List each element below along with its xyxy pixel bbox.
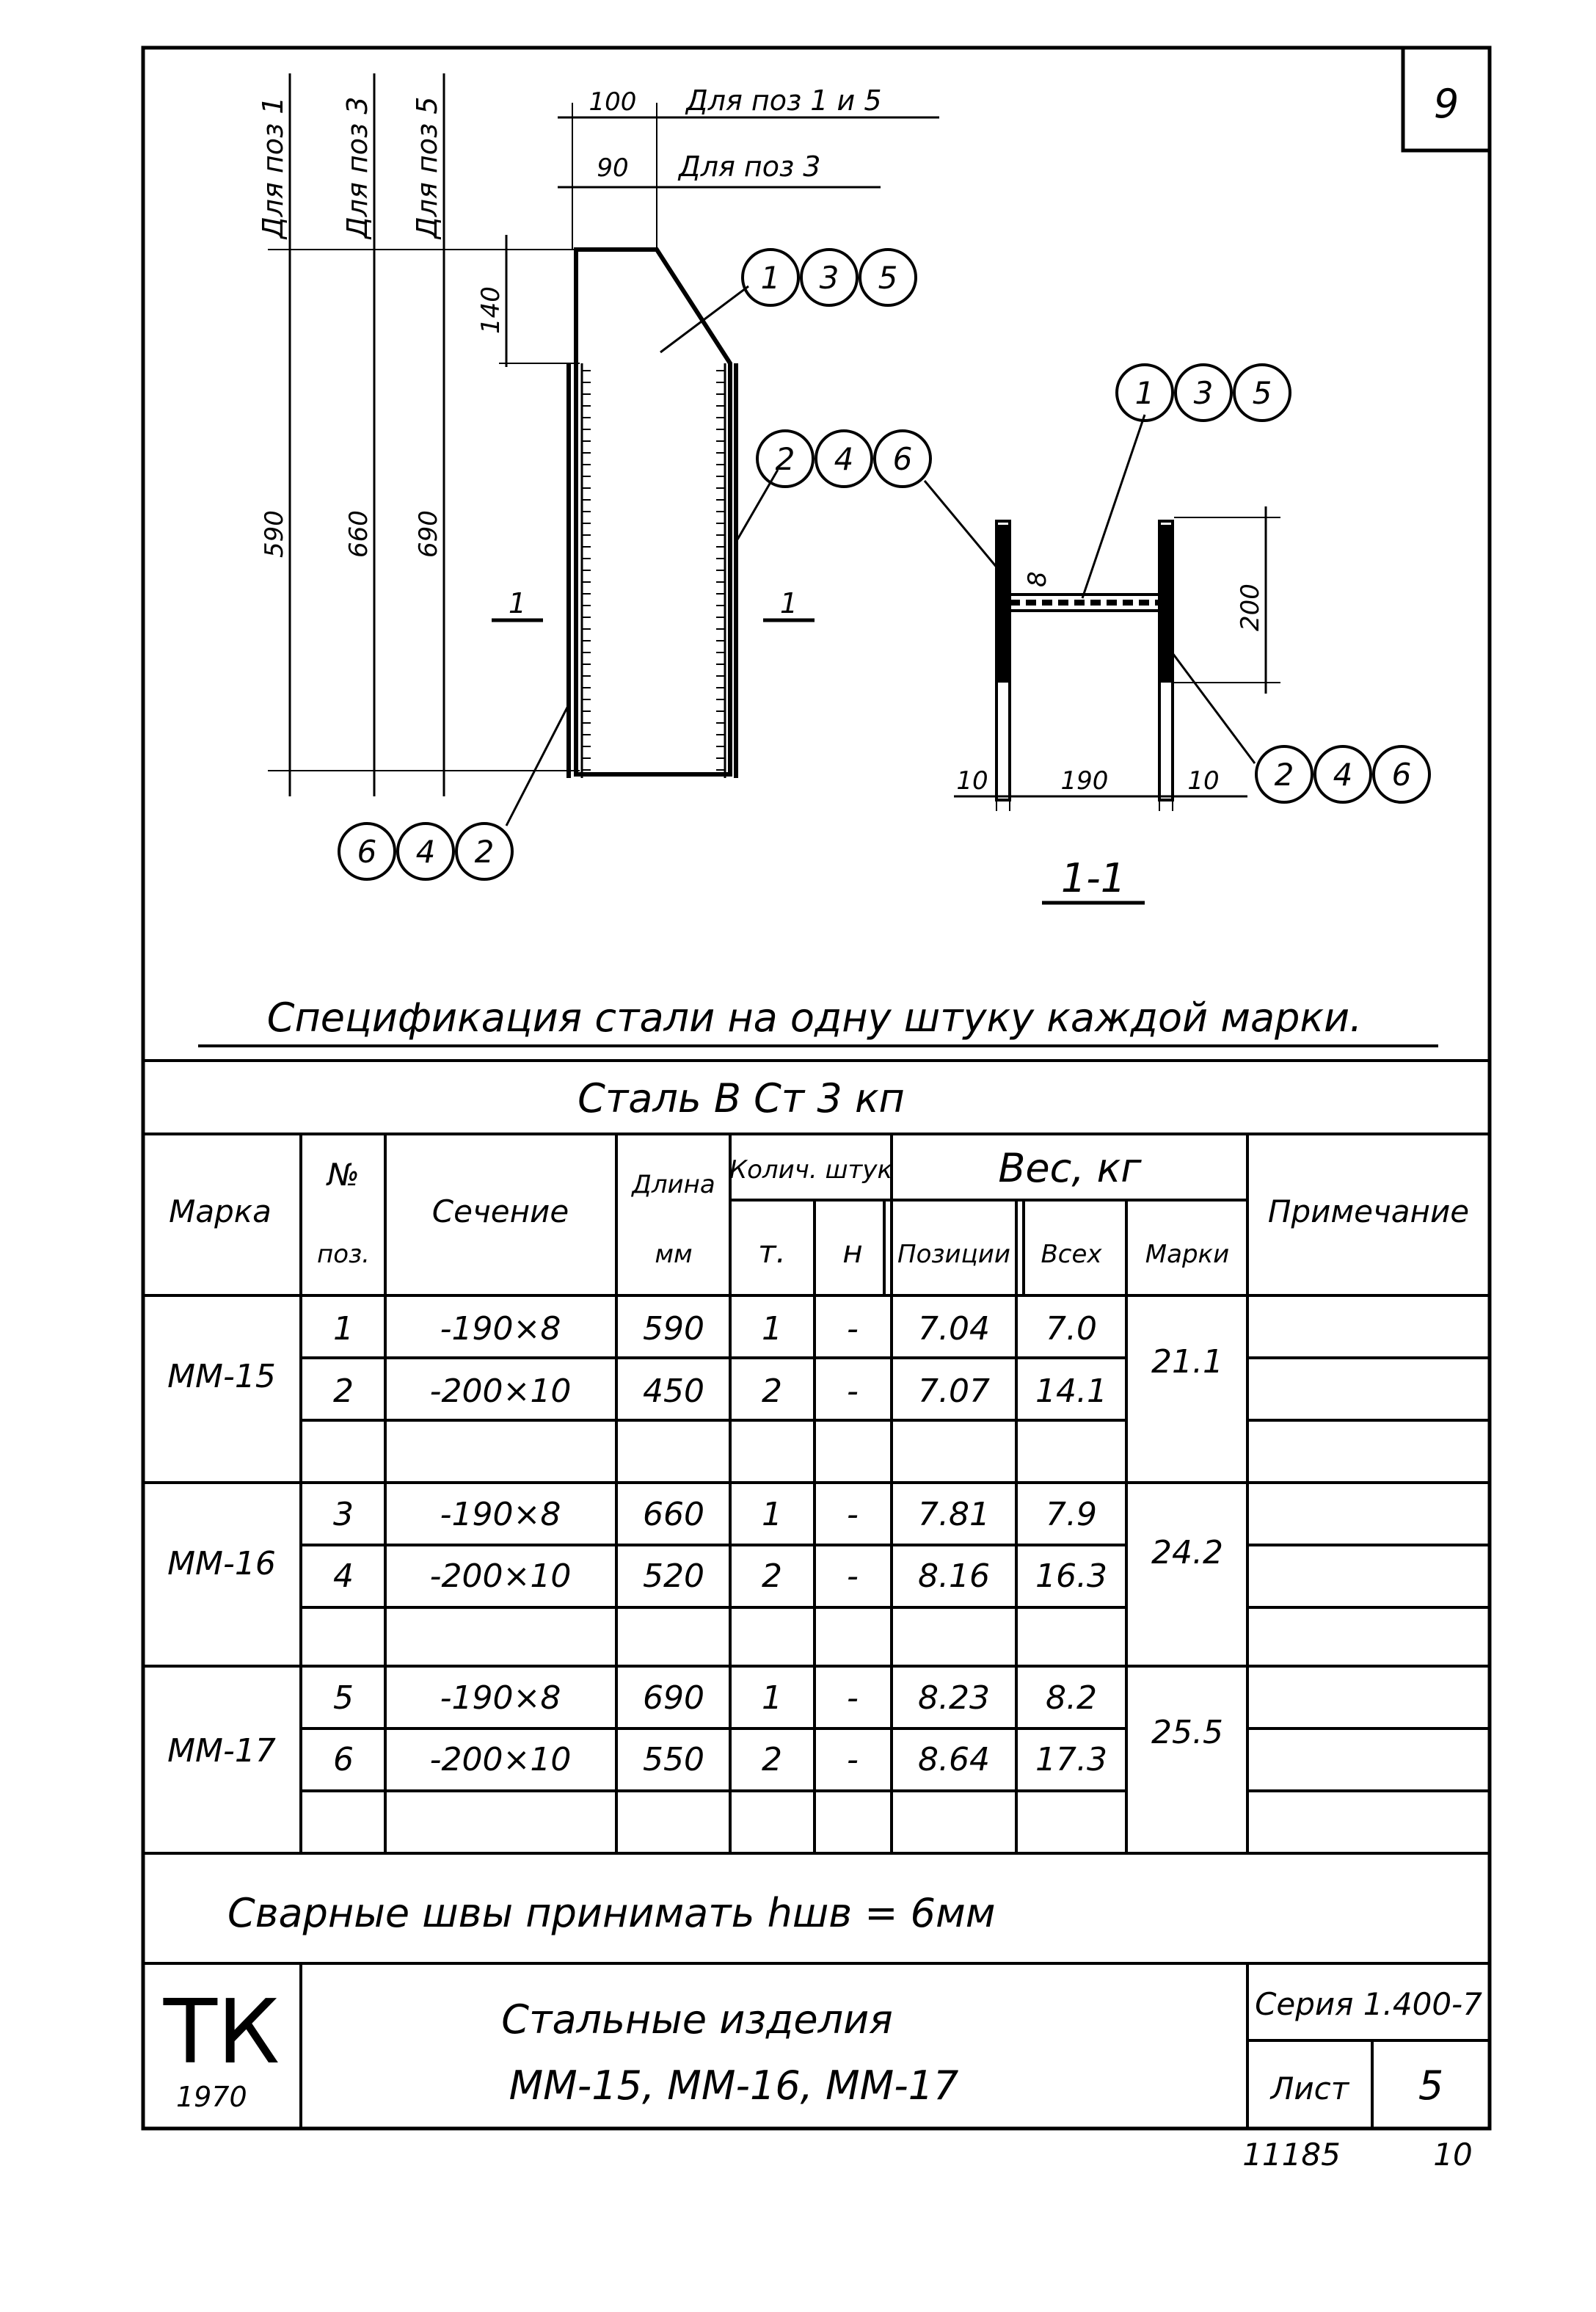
svg-text:8.2: 8.2 bbox=[1046, 1679, 1097, 1717]
series-label: Серия 1.400-7 bbox=[1255, 1986, 1482, 2022]
svg-text:8.23: 8.23 bbox=[918, 1679, 990, 1717]
section-dim-200: 200 bbox=[1236, 584, 1265, 631]
hdr-note: Примечание bbox=[1267, 1193, 1470, 1229]
svg-text:2: 2 bbox=[1274, 757, 1294, 793]
svg-text:-200×10: -200×10 bbox=[429, 1741, 572, 1778]
svg-text:7.04: 7.04 bbox=[918, 1310, 990, 1348]
svg-text:590: 590 bbox=[643, 1310, 704, 1348]
svg-text:1: 1 bbox=[1134, 375, 1155, 411]
svg-text:-: - bbox=[847, 1557, 859, 1595]
page-number: 10 bbox=[1433, 2137, 1473, 2173]
svg-text:2: 2 bbox=[333, 1373, 354, 1410]
svg-text:-190×8: -190×8 bbox=[440, 1679, 561, 1717]
dim-690: 690 bbox=[414, 510, 443, 558]
steel-grade: Сталь В Ст 3 кп bbox=[577, 1075, 905, 1122]
label-for-pos-5: Для поз 5 bbox=[411, 96, 443, 239]
svg-text:550: 550 bbox=[643, 1741, 704, 1778]
hdr-num: № bbox=[327, 1157, 360, 1193]
section-mark-left: 1 bbox=[508, 587, 527, 619]
table-row bbox=[333, 1496, 1097, 1533]
svg-text:450: 450 bbox=[643, 1373, 704, 1410]
label-for-pos-3: Для поз 3 bbox=[341, 96, 374, 239]
svg-text:660: 660 bbox=[643, 1496, 704, 1533]
svg-text:7.81: 7.81 bbox=[918, 1496, 990, 1533]
svg-text:-190×8: -190×8 bbox=[440, 1310, 561, 1348]
dim-100: 100 bbox=[589, 87, 637, 117]
svg-text:520: 520 bbox=[643, 1557, 704, 1595]
svg-text:1: 1 bbox=[762, 1679, 782, 1717]
inventory-number: 11185 bbox=[1242, 2137, 1341, 2173]
svg-text:-: - bbox=[847, 1679, 859, 1717]
section-dim-190: 190 bbox=[1060, 766, 1109, 796]
hdr-poz: поз. bbox=[317, 1240, 370, 1269]
svg-text:2: 2 bbox=[762, 1373, 782, 1410]
svg-text:8.64: 8.64 bbox=[918, 1741, 990, 1778]
hdr-w-pos: Позиции bbox=[897, 1240, 1010, 1269]
svg-text:-200×10: -200×10 bbox=[429, 1373, 572, 1410]
svg-text:6: 6 bbox=[1391, 757, 1412, 793]
svg-text:4: 4 bbox=[834, 441, 854, 477]
section-dim-8: 8 bbox=[1023, 571, 1052, 587]
svg-text:3: 3 bbox=[333, 1496, 354, 1533]
hdr-weight: Вес, кг bbox=[998, 1145, 1142, 1191]
svg-text:4: 4 bbox=[415, 834, 436, 870]
svg-text:1: 1 bbox=[760, 260, 781, 296]
svg-text:6: 6 bbox=[892, 441, 913, 477]
svg-text:5: 5 bbox=[1252, 375, 1272, 411]
svg-text:5: 5 bbox=[878, 260, 898, 296]
sheet-value: 5 bbox=[1418, 2062, 1444, 2109]
year: 1970 bbox=[176, 2081, 247, 2113]
title-line-2: ММ-15, ММ-16, ММ-17 bbox=[509, 2062, 959, 2109]
weld-note: Сварные швы принимать hшв = 6мм bbox=[227, 1890, 996, 1936]
table-row bbox=[333, 1557, 1107, 1595]
sheet-number: 9 bbox=[1433, 81, 1460, 127]
callout-2-4-6-section bbox=[1256, 746, 1429, 802]
weld-hatching bbox=[582, 371, 725, 770]
hdr-qty-n: н bbox=[842, 1234, 863, 1270]
svg-text:1: 1 bbox=[762, 1310, 782, 1348]
section-dim-10-right: 10 bbox=[1187, 766, 1220, 796]
sheet-label: Лист bbox=[1270, 2071, 1349, 2106]
svg-text:7.9: 7.9 bbox=[1046, 1496, 1097, 1533]
hdr-section: Сечение bbox=[431, 1193, 569, 1229]
table-row bbox=[333, 1310, 1097, 1348]
svg-text:5: 5 bbox=[333, 1679, 354, 1717]
callout-2-4-6-mid bbox=[757, 431, 930, 487]
hdr-w-all: Всех bbox=[1041, 1240, 1102, 1269]
org-code: ТК bbox=[163, 1982, 280, 2084]
svg-text:7.0: 7.0 bbox=[1046, 1310, 1097, 1348]
dim-100-note: Для поз 1 и 5 bbox=[686, 84, 882, 117]
table-row bbox=[333, 1741, 1107, 1778]
table-row bbox=[333, 1679, 1097, 1717]
svg-text:2: 2 bbox=[762, 1557, 782, 1595]
dim-90: 90 bbox=[597, 153, 629, 183]
svg-text:-: - bbox=[847, 1310, 859, 1348]
svg-text:-190×8: -190×8 bbox=[440, 1496, 561, 1533]
svg-text:-200×10: -200×10 bbox=[429, 1557, 572, 1595]
mark-mm17: ММ-17 bbox=[167, 1732, 276, 1770]
svg-text:3: 3 bbox=[819, 260, 839, 296]
svg-text:4: 4 bbox=[333, 1557, 354, 1595]
hdr-qty-t: т. bbox=[758, 1234, 786, 1270]
callout-6-4-2-bottom bbox=[339, 824, 512, 879]
svg-text:14.1: 14.1 bbox=[1035, 1373, 1107, 1410]
dim-140: 140 bbox=[476, 286, 506, 334]
svg-text:2: 2 bbox=[775, 441, 795, 477]
svg-text:16.3: 16.3 bbox=[1035, 1557, 1107, 1595]
svg-text:4: 4 bbox=[1333, 757, 1353, 793]
svg-text:-: - bbox=[847, 1741, 859, 1778]
svg-text:1: 1 bbox=[333, 1310, 354, 1348]
mark-mm16: ММ-16 bbox=[167, 1545, 276, 1582]
svg-text:6: 6 bbox=[357, 834, 377, 870]
svg-text:-: - bbox=[847, 1496, 859, 1533]
mark-weight-mm17: 25.5 bbox=[1151, 1714, 1223, 1751]
hdr-length: Длина bbox=[632, 1170, 715, 1199]
mark-weight-mm16: 24.2 bbox=[1151, 1534, 1223, 1571]
svg-text:7.07: 7.07 bbox=[918, 1373, 990, 1410]
dim-590: 590 bbox=[260, 510, 289, 558]
section-title: 1-1 bbox=[1060, 855, 1126, 901]
section-1-1-view bbox=[925, 415, 1280, 903]
dim-660: 660 bbox=[344, 510, 374, 558]
svg-text:-: - bbox=[847, 1373, 859, 1410]
hdr-marka: Марка bbox=[169, 1193, 272, 1229]
spec-title: Спецификация стали на одну штуку каждой марки. bbox=[266, 995, 1363, 1041]
svg-text:17.3: 17.3 bbox=[1035, 1741, 1107, 1778]
svg-text:2: 2 bbox=[474, 834, 495, 870]
title-line-1: Стальные изделия bbox=[501, 1996, 893, 2043]
svg-text:8.16: 8.16 bbox=[918, 1557, 990, 1595]
mark-mm15: ММ-15 bbox=[167, 1358, 276, 1395]
hdr-w-mark: Марки bbox=[1145, 1240, 1230, 1269]
hdr-length-unit: мм bbox=[655, 1240, 693, 1269]
svg-text:1: 1 bbox=[762, 1496, 782, 1533]
svg-text:2: 2 bbox=[762, 1741, 782, 1778]
mark-weight-mm15: 21.1 bbox=[1151, 1343, 1223, 1381]
section-mark-right: 1 bbox=[779, 587, 798, 619]
label-for-pos-1: Для поз 1 bbox=[257, 96, 289, 239]
table-row bbox=[333, 1373, 1107, 1410]
callout-1-3-5-section bbox=[1117, 365, 1290, 421]
svg-text:6: 6 bbox=[333, 1741, 354, 1778]
svg-text:3: 3 bbox=[1193, 375, 1214, 411]
section-dim-10-left: 10 bbox=[956, 766, 988, 796]
svg-text:690: 690 bbox=[643, 1679, 704, 1717]
hdr-qty: Колич. штук bbox=[729, 1155, 893, 1185]
dim-90-note: Для поз 3 bbox=[679, 150, 821, 183]
callout-1-3-5-top bbox=[743, 250, 916, 305]
